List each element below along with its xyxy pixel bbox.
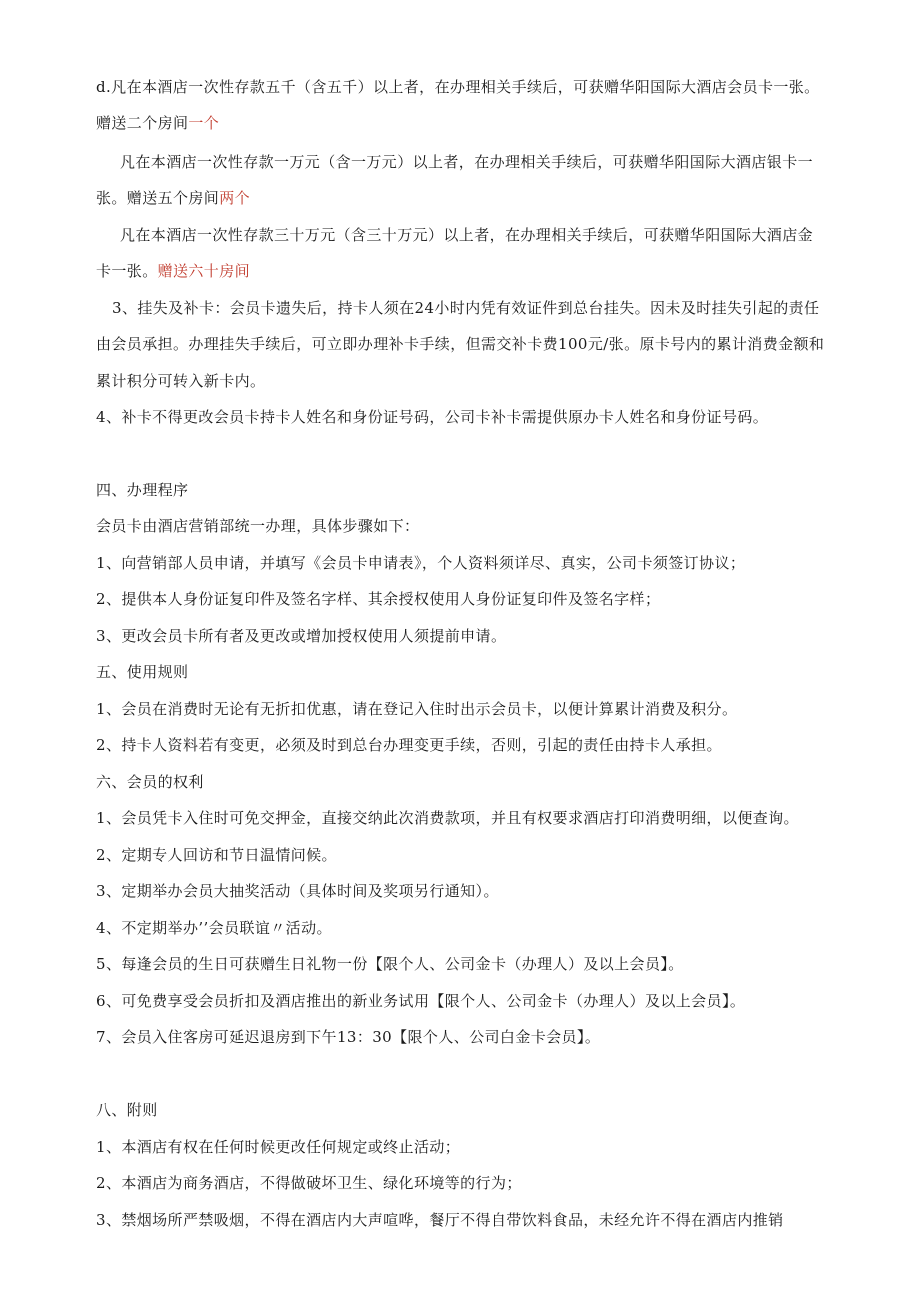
- section6-item: 4、不定期举办’’会员联谊〃活动。: [96, 919, 332, 937]
- loss-item3-line3: 累计积分可转入新卡内。: [96, 372, 266, 390]
- gold-card-line2: [96, 261, 250, 281]
- section6-heading: 六、会员的权利: [96, 773, 204, 791]
- section8-heading: 八、附则: [96, 1101, 158, 1119]
- loss-item3-line1: 3、挂失及补卡：会员卡遗失后，持卡人须在24小时内凭有效证件到总台挂失。因未及时挂失引起的责任: [112, 299, 820, 317]
- section6-item: 7、会员入住客房可延迟退房到下午13：30【限个人、公司白金卡会员】。: [96, 1028, 601, 1046]
- section4-item: 2、提供本人身份证复印件及签名字样、其余授权使用人身份证复印件及签名字样；: [96, 590, 661, 608]
- section4-heading: 四、办理程序: [96, 481, 189, 499]
- tier-d-gift-revised: 一个: [188, 114, 220, 132]
- section6-item: 5、每逢会员的生日可获赠生日礼物一份【限个人、公司金卡（办理人）及以上会员】。: [96, 955, 684, 973]
- section6-item: 6、可免费享受会员折扣及酒店推出的新业务试用【限个人、公司金卡（办理人）及以上会员】。: [96, 992, 746, 1010]
- section6-item: 2、定期专人回访和节日温情问候。: [96, 846, 337, 864]
- section8-item: 1、本酒店有权在任何时候更改任何规定或终止活动；: [96, 1138, 461, 1156]
- section8-item: 2、本酒店为商务酒店，不得做破坏卫生、绿化环境等的行为；: [96, 1174, 522, 1192]
- section4-item: 1、向营销部人员申请，并填写《会员卡申请表》，个人资料须详尽、真实，公司卡须签订协议；: [96, 554, 746, 572]
- tier-d-line1: d.凡在本酒店一次性存款五千（含五千）以上者，在办理相关手续后，可获赠华阳国际大酒店会员卡一张。: [96, 78, 820, 96]
- section5-item: 2、持卡人资料若有变更，必须及时到总台办理变更手续，否则，引起的责任由持卡人承担。: [96, 736, 722, 754]
- silver-card-line2: [96, 188, 250, 208]
- tier-d-gift-original: 赠送二个房间: [96, 114, 189, 132]
- loss-item4: 4、补卡不得更改会员卡持卡人姓名和身份证号码，公司卡补卡需提供原办卡人姓名和身份证号码。: [96, 408, 769, 426]
- tier-d-line2: [96, 113, 219, 133]
- section6-item: 3、定期举办会员大抽奖活动（具体时间及奖项另行通知）。: [96, 882, 499, 900]
- section4-intro: 会员卡由酒店营销部统一办理，具体步骤如下：: [96, 517, 420, 535]
- section5-heading: 五、使用规则: [96, 663, 189, 681]
- gold-card-line1: 凡在本酒店一次性存款三十万元（含三十万元）以上者，在办理相关手续后，可获赠华阳国际大酒店金: [120, 226, 814, 244]
- section5-item: 1、会员在消费时无论有无折扣优惠，请在登记入住时出示会员卡，以便计算累计消费及积分。: [96, 700, 738, 718]
- section6-item: 1、会员凭卡入住时可免交押金，直接交纳此次消费款项，并且有权要求酒店打印消费明细，以便查询。: [96, 809, 799, 827]
- section8-item: 3、禁烟场所严禁吸烟，不得在酒店内大声喧哗，餐厅不得自带饮料食品，未经允许不得在酒店内推销: [96, 1211, 784, 1229]
- gold-card-gift: 赠送六十房间: [157, 262, 251, 280]
- silver-card-line1: 凡在本酒店一次性存款一万元（含一万元）以上者，在办理相关手续后，可获赠华阳国际大酒店银卡一: [120, 153, 814, 171]
- silver-card-gift-original: 张。赠送五个房间: [96, 189, 220, 207]
- section4-item: 3、更改会员卡所有者及更改或增加授权使用人须提前申请。: [96, 627, 507, 645]
- gold-card-text: 卡一张。: [96, 262, 158, 280]
- silver-card-gift-revised: 两个: [219, 189, 251, 207]
- loss-item3-line2: 由会员承担。办理挂失手续后，可立即办理补卡手续，但需交补卡费100元/张。原卡号内的累计消费金额和: [96, 335, 825, 353]
